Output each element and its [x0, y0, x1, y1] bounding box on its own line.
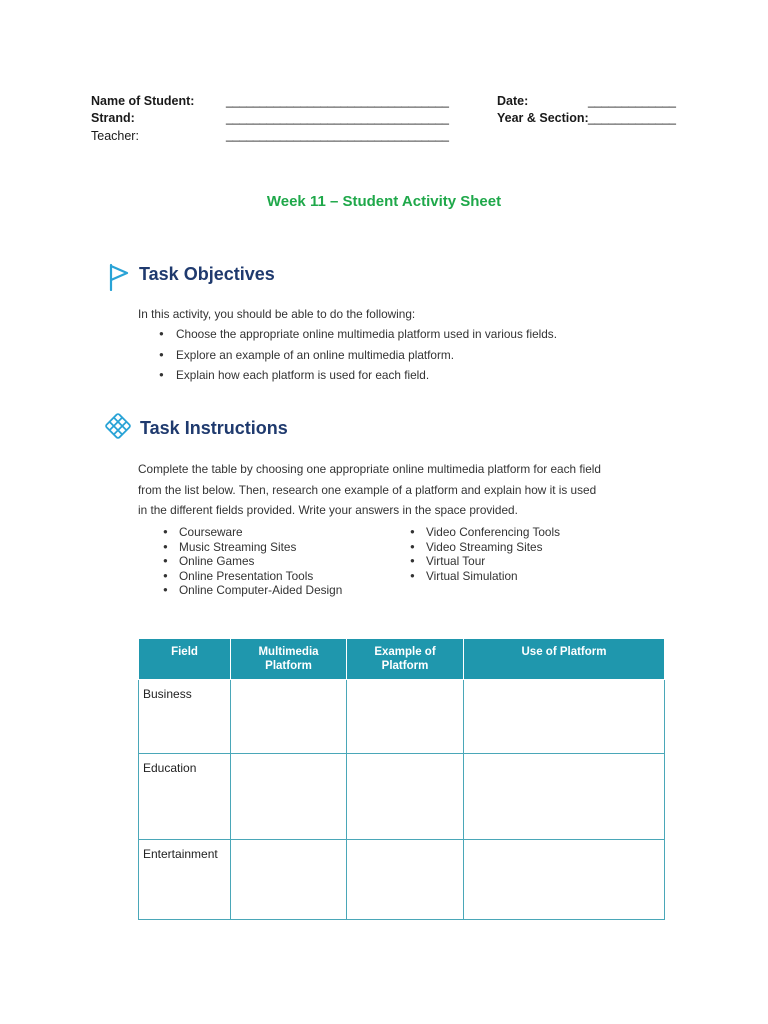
- list-item: ● Explain how each platform is used for each field.: [138, 365, 557, 386]
- instructions-line: from the list below. Then, research one example of a platform and explain how it is used: [138, 482, 597, 497]
- column-header: Use of Platform: [464, 639, 665, 680]
- answer-cell[interactable]: [464, 680, 665, 754]
- field-cell: Entertainment: [139, 840, 231, 920]
- list-item: ● Virtual Simulation: [407, 569, 560, 584]
- instructions-heading: Task Instructions: [140, 418, 288, 438]
- objectives-intro: In this activity, you should be able to do the following:: [138, 307, 416, 321]
- puzzle-icon: [103, 411, 133, 446]
- column-header: Field: [139, 639, 231, 680]
- table-row: [139, 840, 665, 920]
- column-header: Multimedia Platform: [231, 639, 347, 680]
- list-item: ● Courseware: [160, 525, 342, 540]
- year-section-label: Year & Section:: [497, 111, 589, 125]
- objectives-heading: Task Objectives: [139, 264, 275, 284]
- instructions-line: in the different fields provided. Write your answers in the space provided.: [138, 503, 518, 517]
- list-item: ● Video Streaming Sites: [407, 540, 560, 555]
- year-section-blank[interactable]: _____________: [588, 111, 676, 125]
- flag-icon: [108, 263, 130, 296]
- instructions-text: [138, 459, 601, 521]
- list-item: ● Online Presentation Tools: [160, 569, 342, 584]
- list-item: ● Music Streaming Sites: [160, 540, 342, 555]
- teacher-blank[interactable]: _________________________________: [226, 128, 449, 142]
- name-label: Name of Student:: [91, 94, 195, 108]
- answer-cell[interactable]: [347, 680, 464, 754]
- name-blank[interactable]: _________________________________: [226, 94, 449, 108]
- answer-cell[interactable]: [231, 680, 347, 754]
- platform-list-right: [407, 525, 560, 583]
- answer-cell[interactable]: [347, 754, 464, 840]
- answer-table: [138, 638, 665, 920]
- list-item: ● Online Games: [160, 554, 342, 569]
- list-item: ● Video Conferencing Tools: [407, 525, 560, 540]
- strand-blank[interactable]: _________________________________: [226, 111, 449, 125]
- date-label: Date:: [497, 94, 529, 108]
- teacher-label: Teacher:: [91, 129, 139, 143]
- answer-cell[interactable]: [231, 840, 347, 920]
- table-header-row: [139, 639, 665, 680]
- date-blank[interactable]: _____________: [588, 94, 676, 108]
- strand-label: Strand:: [91, 111, 135, 125]
- answer-cell[interactable]: [347, 840, 464, 920]
- table-row: [139, 754, 665, 840]
- table-row: [139, 680, 665, 754]
- list-item: ● Explore an example of an online multimedia platform.: [138, 345, 557, 366]
- list-item: ● Online Computer-Aided Design: [160, 583, 342, 598]
- list-item: ● Choose the appropriate online multimedia platform used in various fields.: [138, 324, 557, 345]
- objectives-list: [138, 324, 557, 386]
- answer-cell[interactable]: [231, 754, 347, 840]
- field-cell: Business: [139, 680, 231, 754]
- instructions-line: Complete the table by choosing one appropriate online multimedia platform for each field: [138, 462, 601, 476]
- column-header: Example of Platform: [347, 639, 464, 680]
- answer-cell[interactable]: [464, 754, 665, 840]
- list-item: ● Virtual Tour: [407, 554, 560, 569]
- page-title: Week 11 – Student Activity Sheet: [266, 193, 502, 210]
- field-cell: Education: [139, 754, 231, 840]
- platform-list-left: [160, 525, 342, 598]
- answer-cell[interactable]: [464, 840, 665, 920]
